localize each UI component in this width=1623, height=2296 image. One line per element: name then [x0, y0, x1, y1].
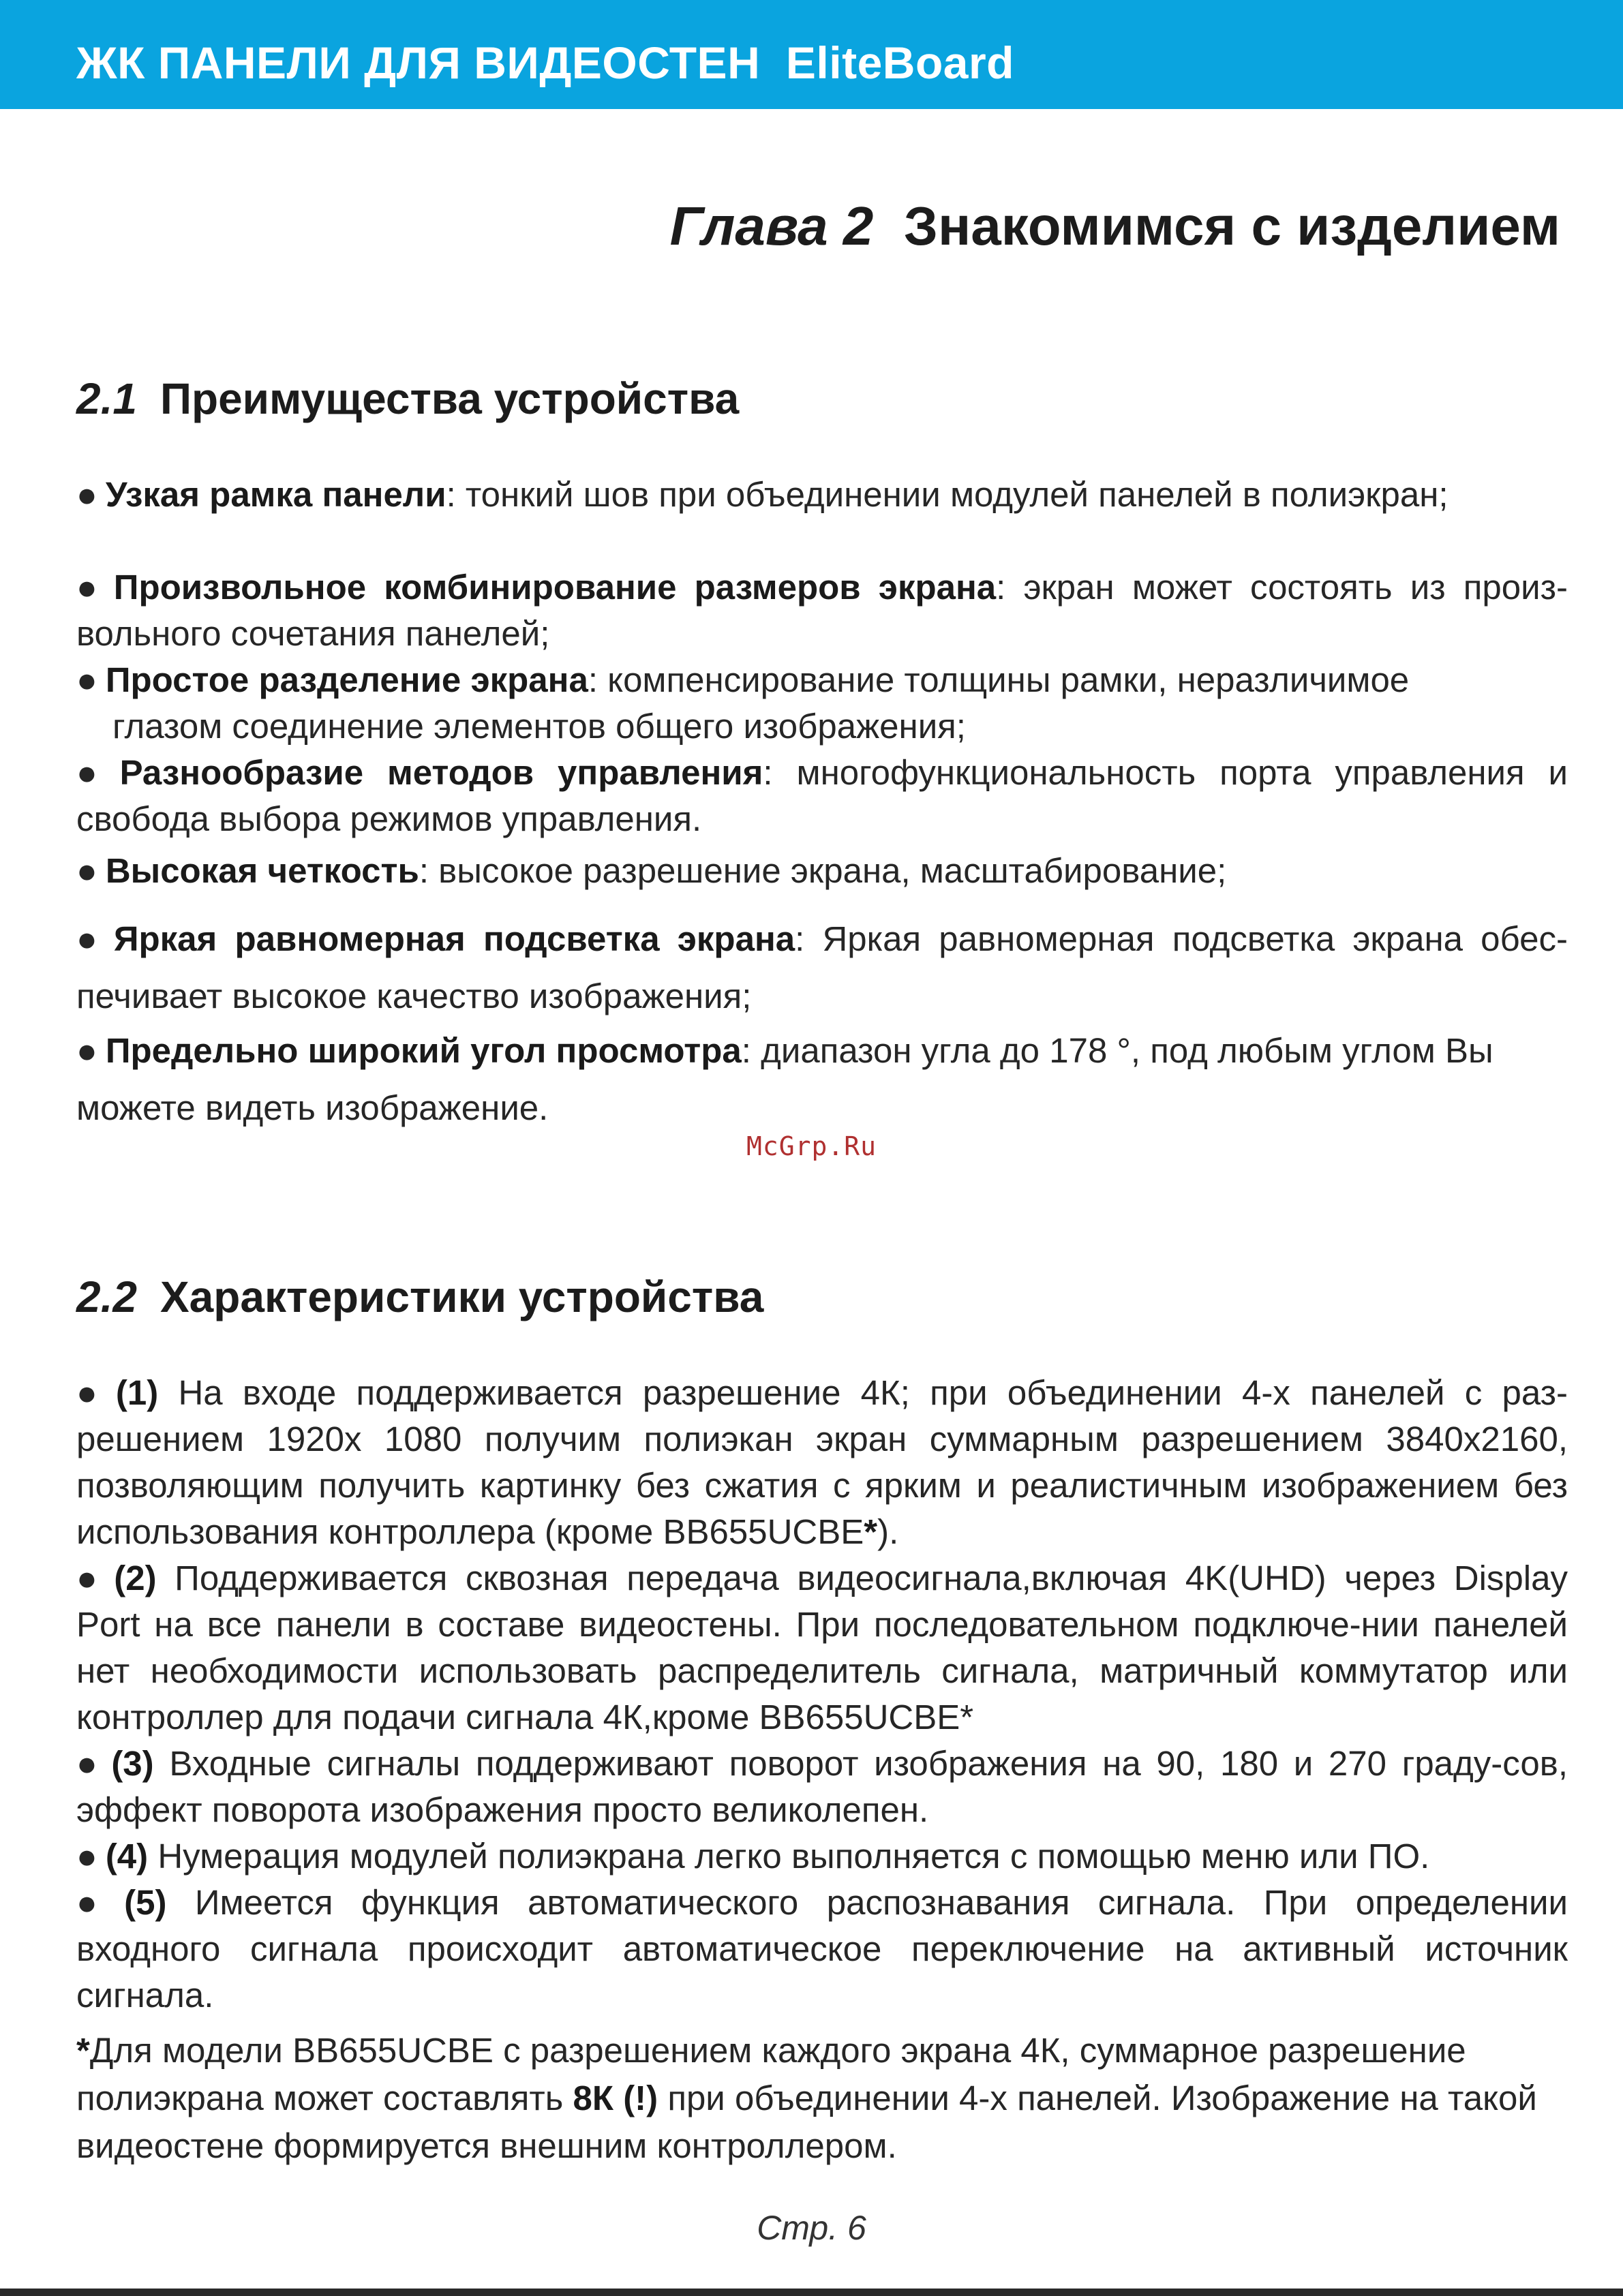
footnote-emphasis: 8К (!) [573, 2079, 658, 2117]
chapter-name: Знакомимся с изделием [903, 196, 1560, 256]
bullet-icon: ● [76, 851, 97, 890]
bullet-icon: ● [76, 568, 106, 607]
section-heading-2-1 [76, 373, 739, 424]
advantage-text: : высокое разрешение экрана, масштабирование; [419, 851, 1227, 890]
footer-divider [0, 2289, 1623, 2296]
advantage-item [76, 848, 1568, 894]
feature-number: (2) [114, 1559, 157, 1597]
advantage-item [76, 564, 1568, 657]
bullet-icon: ● [76, 919, 106, 958]
advantage-term: Произвольное комбинирование размеров экрана [113, 568, 997, 607]
section-heading-2-2 [76, 1272, 763, 1322]
chapter-title [670, 195, 1560, 258]
advantage-text: : экран может состоять из произ-вольного сочетания панелей; [76, 568, 1568, 653]
feature-number: (4) [105, 1837, 149, 1876]
bullet-icon: ● [76, 1031, 97, 1070]
feature-text: Имеется функция автоматического распознавания сигнала. При определении входного сигнала происходит автоматическое переключение на активный источник сигнала. [76, 1883, 1568, 2015]
footnote-asterisk: * [76, 2031, 90, 2070]
advantage-text: : компенсирование толщины рамки, неразличимое [588, 660, 1410, 699]
feature-number: (1) [115, 1373, 159, 1412]
advantage-text: : Яркая равномерная подсветка экрана обес-печивает высокое качество изображения; [76, 919, 1568, 1015]
footnote-text-end: при объединении 4-х панелей. Изображение на такой видеостене формируется внешним контроллером. [76, 2079, 1537, 2165]
feature-number: (5) [124, 1883, 167, 1922]
feature-number: (3) [111, 1744, 154, 1783]
watermark: McGrp.Ru [746, 1131, 877, 1161]
bullet-icon: ● [76, 475, 97, 514]
chapter-label: Глава 2 [669, 196, 874, 256]
advantage-item [76, 1022, 1568, 1137]
advantage-item [76, 657, 1568, 750]
advantage-text-continued: глазом соединение элементов общего изображения; [112, 707, 966, 746]
advantage-text: : диапазон угла до 178 °, под любым углом Вы можете видеть изображение. [76, 1031, 1493, 1127]
feature-text: Входные сигналы поддерживают поворот изображения на 90, 180 и 270 граду-сов, эффект поворота изображения просто великолепен. [76, 1744, 1568, 1829]
advantage-term: Узкая рамка панели [105, 475, 446, 514]
section-number: 2.2 [76, 1272, 137, 1321]
advantage-item [76, 910, 1568, 1025]
footnote [76, 2027, 1568, 2170]
bullet-icon: ● [76, 1373, 108, 1412]
section-number: 2.1 [76, 374, 137, 423]
advantage-term: Яркая равномерная подсветка экрана [113, 919, 795, 958]
feature-item [76, 1555, 1568, 1741]
advantage-item [76, 472, 1568, 518]
header-title: ЖК ПАНЕЛИ ДЛЯ ВИДЕОСТЕН EliteBoard [76, 37, 1014, 88]
feature-text: Нумерация модулей полиэкрана легко выполняется с помощью меню или ПО. [148, 1837, 1430, 1876]
bullet-icon: ● [76, 1744, 104, 1783]
bullet-icon: ● [76, 753, 112, 792]
footnote-text: Для модели BB655UCBE с разрешением каждого экрана 4К, суммарное разрешение полиэкрана может составлять [76, 2031, 1466, 2117]
section-title: Преимущества устройства [160, 374, 740, 423]
advantage-term: Простое разделение экрана [105, 660, 588, 699]
feature-text: На входе поддерживается разрешение 4К; при объединении 4-х панелей с раз-решением 1920х 1080 получим полиэкан экран суммарным разрешением 3840х2160, позволяющим получить картинку без сжатия с ярким и реалистичным изображением без использования контроллера (кроме BB655UCBE [76, 1373, 1568, 1551]
feature-text: Поддерживается сквозная передача видеосигнала,включая 4K(UHD) через Display Port на все панели в составе видеостены. При последовательном подключе-нии панелей нет необходимости использовать распределитель сигнала, матричный коммутатор или контроллер для подачи сигнала 4К,кроме BB655UCBE* [76, 1559, 1568, 1736]
advantage-term: Высокая четкость [105, 851, 419, 890]
advantage-item [76, 750, 1568, 842]
section-title: Характеристики устройства [160, 1272, 764, 1321]
bullet-icon: ● [76, 1559, 106, 1597]
feature-item [76, 1880, 1568, 2019]
advantage-term: Разнообразие методов управления [119, 753, 763, 792]
feature-item [76, 1833, 1568, 1880]
bullet-icon: ● [76, 660, 97, 699]
feature-list [76, 1370, 1568, 2019]
bullet-icon: ● [76, 1837, 97, 1876]
feature-text-end: ). [877, 1512, 899, 1551]
page-number: Стр. 6 [757, 2209, 866, 2247]
feature-item [76, 1741, 1568, 1833]
feature-item [76, 1370, 1568, 1555]
advantage-text: : тонкий шов при объединении модулей панелей в полиэкран; [446, 475, 1448, 514]
advantage-term: Предельно широкий угол просмотра [105, 1031, 742, 1070]
bullet-icon: ● [76, 1883, 117, 1922]
advantage-text: : многофункциональность порта управления и свобода выбора режимов управления. [76, 753, 1568, 838]
asterisk-mark: * [864, 1512, 878, 1551]
